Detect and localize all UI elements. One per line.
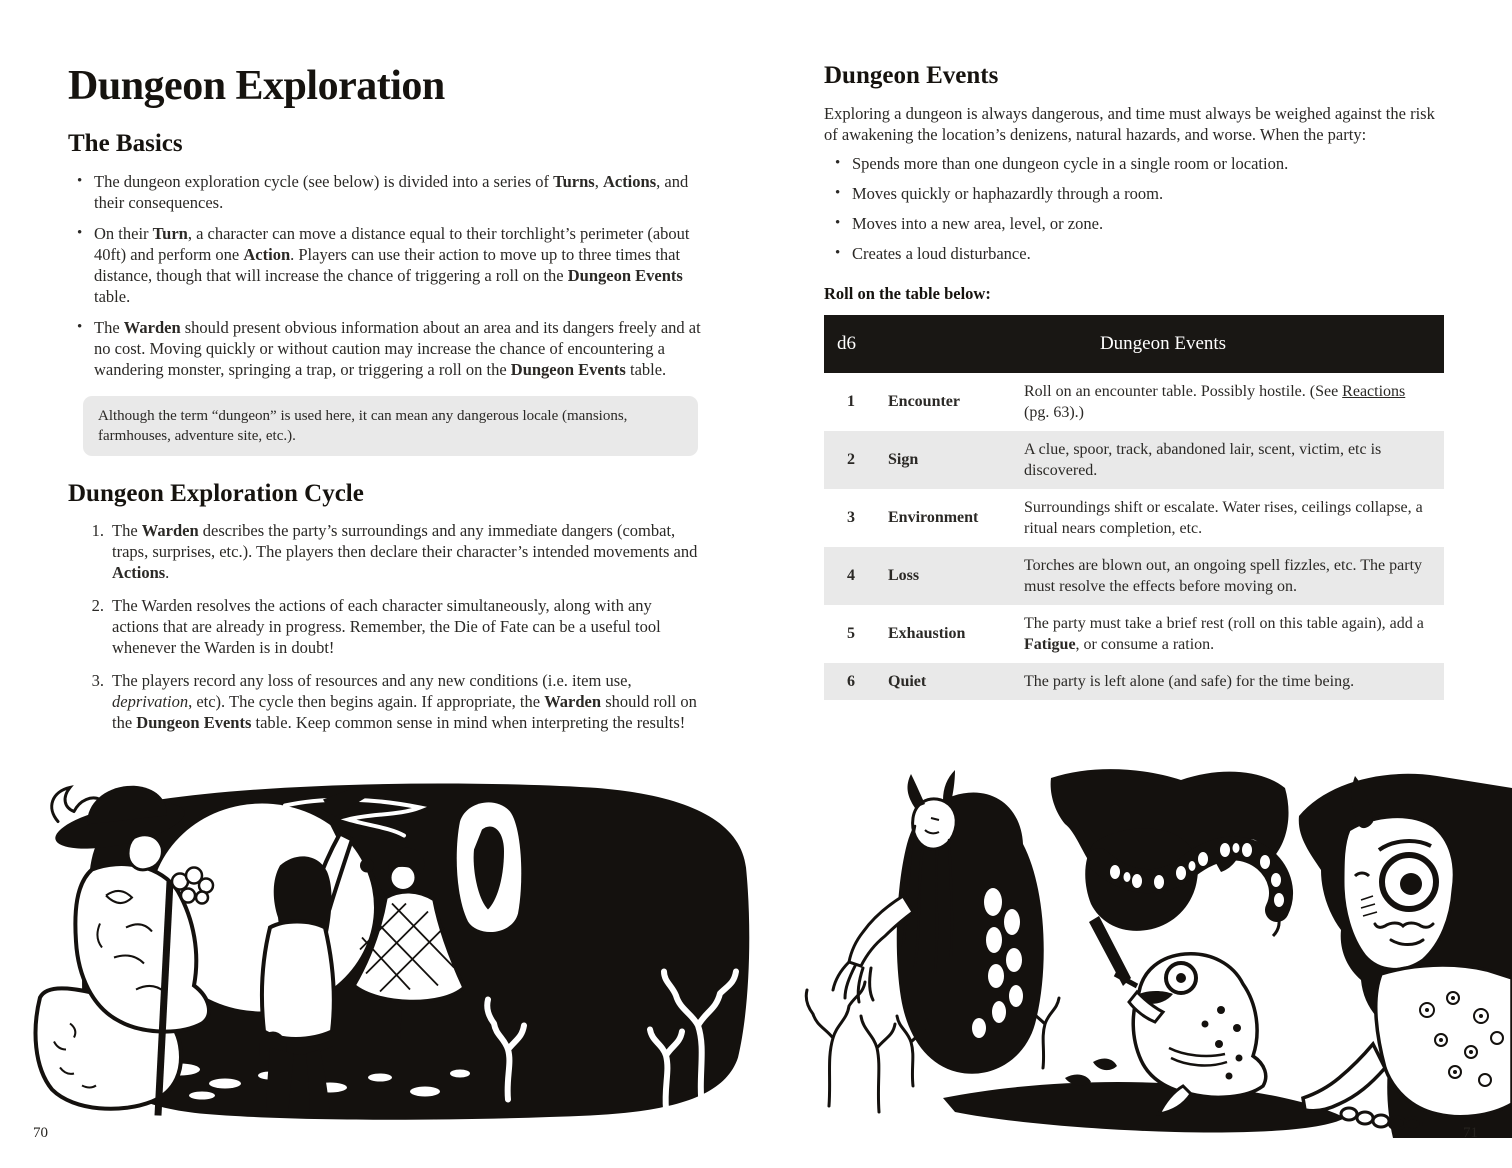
events-bullet-list bbox=[824, 153, 1444, 264]
text-segment: , etc). The cycle then begins again. If appropriate, the bbox=[188, 692, 545, 712]
text-segment: describes the party’s surroundings and any immediate dangers (combat, traps, surprises, etc.). The players then declare their character’s intended movements and bbox=[112, 521, 698, 562]
bullet-icon: • bbox=[835, 244, 841, 261]
figure-horned-giant bbox=[1299, 774, 1512, 1138]
table-row bbox=[824, 489, 1444, 547]
text-segment: Roll on an encounter table. Possibly hostile. (See bbox=[1024, 382, 1343, 400]
text-segment: Actions bbox=[112, 563, 166, 583]
item-text bbox=[112, 670, 702, 733]
list-item bbox=[824, 153, 1444, 174]
text-segment: The dungeon exploration cycle (see below) is divided into a series of bbox=[94, 171, 554, 191]
item-text bbox=[112, 595, 702, 658]
event-name: Encounter bbox=[888, 393, 960, 410]
table-row bbox=[824, 547, 1444, 605]
intro-paragraph: Exploring a dungeon is always dangerous, and time must always be weighed against the risk of awakening the location’s denizens, natural hazards, and worse. When the party: bbox=[824, 103, 1435, 144]
bullet-icon: • bbox=[77, 224, 83, 241]
list-item bbox=[68, 171, 702, 213]
event-name: Loss bbox=[882, 547, 1014, 605]
item-number: 2. bbox=[91, 596, 104, 616]
text-segment: Surroundings shift or escalate. Water rises, ceilings collapse, a ritual nears completion, etc. bbox=[1024, 498, 1423, 537]
left-page bbox=[68, 64, 702, 745]
event-description bbox=[1014, 489, 1444, 547]
roll-value: 1 bbox=[847, 393, 855, 410]
text-segment: Fatigue bbox=[1024, 635, 1076, 653]
event-name: Quiet bbox=[882, 663, 1014, 700]
section-heading-the-basics: The Basics bbox=[68, 130, 183, 158]
bullet-text: Moves quickly or haphazardly through a room. bbox=[852, 183, 1164, 203]
text-segment: The bbox=[112, 521, 142, 541]
text-segment: deprivation bbox=[112, 692, 189, 712]
event-description bbox=[1014, 431, 1444, 489]
right-page bbox=[824, 62, 1444, 700]
section-heading-cycle: Dungeon Exploration Cycle bbox=[68, 479, 364, 507]
list-item bbox=[82, 595, 702, 658]
event-name: Environment bbox=[888, 509, 979, 526]
bullet-icon: • bbox=[77, 172, 83, 189]
text-segment: Dungeon Events bbox=[136, 713, 252, 733]
text-segment: The party is left alone (and safe) for the time being. bbox=[1024, 672, 1355, 690]
text-segment: Torches are blown out, an ongoing spell fizzles, etc. The party must resolve the effects before moving on. bbox=[1024, 556, 1423, 595]
table-row bbox=[824, 373, 1444, 431]
page-number-left: 70 bbox=[33, 1125, 48, 1141]
event-name: Sign bbox=[882, 431, 1014, 489]
event-name: Exhaustion bbox=[888, 625, 966, 642]
list-item bbox=[824, 243, 1444, 264]
text-segment: should present obvious information about an area and its dangers freely and at no cost. Moving quickly or without caution may increase the chance of encountering a wandering monster, springing a trap, or triggering a roll on the bbox=[94, 317, 701, 379]
text-segment: should roll on the bbox=[112, 692, 697, 733]
text-segment: table. bbox=[94, 286, 131, 306]
bullet-text: Moves into a new area, level, or zone. bbox=[852, 213, 1104, 233]
cycle-numbered-list bbox=[68, 520, 702, 733]
event-description bbox=[1014, 605, 1444, 663]
table-title: Dungeon Events bbox=[882, 315, 1444, 373]
text-segment: Actions bbox=[602, 171, 657, 191]
bullet-text bbox=[94, 317, 702, 380]
die-column-header: d6 bbox=[824, 315, 882, 373]
page-title: Dungeon Exploration bbox=[68, 63, 445, 109]
text-segment: . Players can use their action to move up to three times that distance, though that will increase the chance of triggering a roll on the bbox=[94, 244, 681, 285]
bullet-text bbox=[94, 171, 702, 213]
note-box: Although the term “dungeon” is used here, it can mean any dangerous locale (mansions, farmhouses, adventure site, etc.). bbox=[83, 396, 698, 456]
left-page-illustration bbox=[30, 775, 755, 1120]
text-segment: The Warden resolves the actions of each character simultaneously, along with any actions that are already in progress. Remember, the Die of Fate can be a useful tool whenever the Warden is in doubt! bbox=[112, 596, 661, 658]
bullet-text: Creates a loud disturbance. bbox=[852, 243, 1031, 263]
text-segment: (pg. 63).) bbox=[1024, 403, 1084, 421]
text-segment: , and their consequences. bbox=[94, 171, 689, 212]
text-segment: Warden bbox=[544, 692, 602, 712]
text-segment: table. Keep common sense in mind when interpreting the results! bbox=[251, 713, 686, 733]
bullet-icon: • bbox=[77, 318, 83, 335]
text-segment: On their bbox=[94, 223, 153, 243]
text-segment: Warden bbox=[123, 317, 181, 337]
roll-instruction: Roll on the table below: bbox=[824, 283, 991, 303]
text-segment: Turns bbox=[553, 171, 595, 191]
bullet-icon: • bbox=[835, 214, 841, 231]
bullet-icon: • bbox=[835, 184, 841, 201]
item-number: 1. bbox=[91, 521, 104, 541]
list-item bbox=[824, 183, 1444, 204]
item-number: 3. bbox=[91, 671, 104, 691]
table-header-row bbox=[824, 315, 1444, 373]
text-segment: Warden bbox=[141, 521, 199, 541]
table-row bbox=[824, 663, 1444, 700]
roll-value: 6 bbox=[824, 663, 882, 700]
list-item bbox=[68, 317, 702, 380]
list-item bbox=[824, 213, 1444, 234]
page-number-right: 71 bbox=[1463, 1125, 1478, 1141]
table-row bbox=[824, 605, 1444, 663]
event-description bbox=[1014, 547, 1444, 605]
list-item bbox=[82, 670, 702, 733]
roll-value: 3 bbox=[847, 509, 855, 526]
text-segment: Action bbox=[243, 244, 291, 264]
event-description bbox=[1014, 373, 1444, 431]
list-item bbox=[68, 223, 702, 307]
basics-bullet-list bbox=[68, 171, 702, 380]
text-segment: , bbox=[594, 171, 603, 191]
text-segment: Dungeon Events bbox=[567, 265, 683, 285]
roll-value: 5 bbox=[847, 625, 855, 642]
right-page-illustration bbox=[793, 760, 1512, 1138]
text-segment: table. bbox=[625, 359, 667, 379]
list-item bbox=[82, 520, 702, 583]
roll-value: 2 bbox=[824, 431, 882, 489]
text-segment: The bbox=[94, 317, 124, 337]
roll-value: 4 bbox=[824, 547, 882, 605]
bullet-icon: • bbox=[835, 154, 841, 171]
bullet-text: Spends more than one dungeon cycle in a single room or location. bbox=[852, 153, 1289, 173]
text-segment: Dungeon Events bbox=[510, 359, 626, 379]
text-segment: Turn bbox=[152, 223, 188, 243]
bullet-text bbox=[94, 223, 702, 307]
item-text bbox=[112, 520, 702, 583]
section-heading-dungeon-events: Dungeon Events bbox=[824, 62, 999, 89]
text-segment: , or consume a ration. bbox=[1075, 635, 1215, 653]
text-segment: The players record any loss of resources and any new conditions (i.e. item use, bbox=[112, 671, 632, 691]
dungeon-events-table bbox=[824, 315, 1444, 700]
text-segment: The party must take a brief rest (roll on this table again), add a bbox=[1024, 614, 1424, 632]
reactions-link[interactable]: Reactions bbox=[1342, 382, 1406, 400]
event-description bbox=[1014, 663, 1444, 700]
table-row bbox=[824, 431, 1444, 489]
text-segment: . bbox=[165, 563, 170, 583]
text-segment: , a character can move a distance equal to their torchlight’s perimeter (about 40ft) and perform one bbox=[94, 223, 690, 264]
text-segment: A clue, spoor, track, abandoned lair, scent, victim, etc is discovered. bbox=[1024, 440, 1382, 479]
